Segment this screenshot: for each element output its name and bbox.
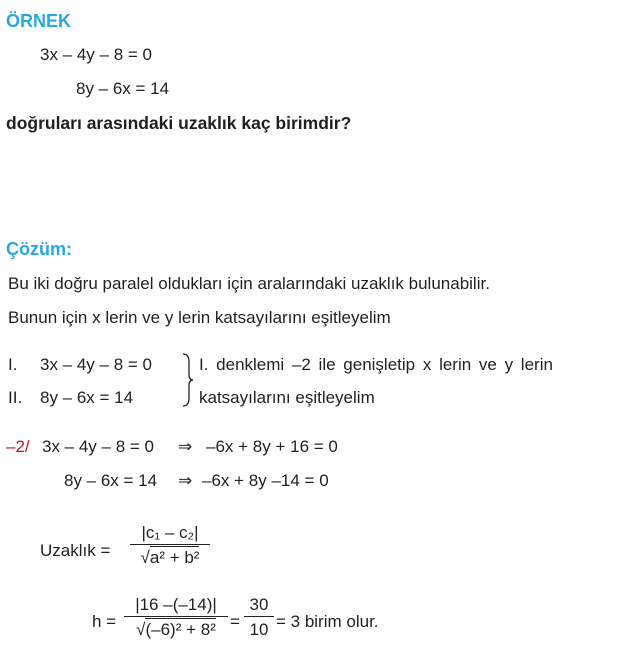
result-denominator [124, 617, 228, 638]
system-row-2-label: II. [8, 388, 23, 407]
square-root-icon: √ [136, 620, 146, 639]
result-fraction-1 [124, 596, 228, 638]
solution-heading: Çözüm: [6, 239, 72, 259]
example-heading: ÖRNEK [6, 11, 72, 31]
system-row-2-equation: 8y – 6x = 14 [40, 388, 134, 407]
step-1-right: –6x + 8y + 16 = 0 [206, 437, 338, 456]
result-fraction-2-denominator: 10 [249, 620, 269, 639]
system-note-line-2: katsayılarını eşitleyelim [199, 388, 375, 407]
solution-text-line-1: Bu iki doğru paralel oldukları için aralarındaki uzaklık bulunabilir. [8, 274, 490, 293]
system-note-line-1: I. denklemi –2 ile genişletip x lerin ve y lerin [199, 355, 553, 374]
example-question: doğruları arasındaki uzaklık kaç birimdir? [6, 113, 352, 133]
result-radicand: (–6)² + 8² [145, 620, 216, 639]
formula-radicand: a² + b² [149, 548, 200, 567]
square-root-icon: √ [140, 548, 150, 567]
result-label: h = [92, 612, 117, 631]
result-equals: = [230, 612, 240, 631]
result-numerator: |16 –(–14)| [124, 596, 228, 617]
result-fraction-2-numerator: 30 [244, 596, 274, 617]
formula-numerator: |c₁ – c₂| [130, 524, 210, 545]
system-row-1-label: I. [8, 355, 18, 374]
implies-arrow-1: ⇒ [178, 437, 193, 456]
formula-label: Uzaklık = [40, 541, 111, 560]
example-equation-1: 3x – 4y – 8 = 0 [40, 45, 152, 64]
system-row-1-equation: 3x – 4y – 8 = 0 [40, 355, 152, 374]
right-brace [180, 352, 196, 408]
formula-denominator [130, 545, 210, 566]
example-equation-2: 8y – 6x = 14 [76, 79, 170, 98]
result-fraction-2 [244, 596, 274, 638]
implies-arrow-2: ⇒ [178, 471, 193, 490]
distance-formula-fraction [130, 524, 210, 566]
multiplier-label: –2/ [6, 437, 30, 456]
step-2-left: 8y – 6x = 14 [64, 471, 158, 490]
result-tail: = 3 birim olur. [276, 612, 379, 631]
solution-text-line-2: Bunun için x lerin ve y lerin katsayılarını eşitleyelim [8, 308, 391, 327]
step-1-left: 3x – 4y – 8 = 0 [42, 437, 154, 456]
step-2-right: –6x + 8y –14 = 0 [202, 471, 329, 490]
